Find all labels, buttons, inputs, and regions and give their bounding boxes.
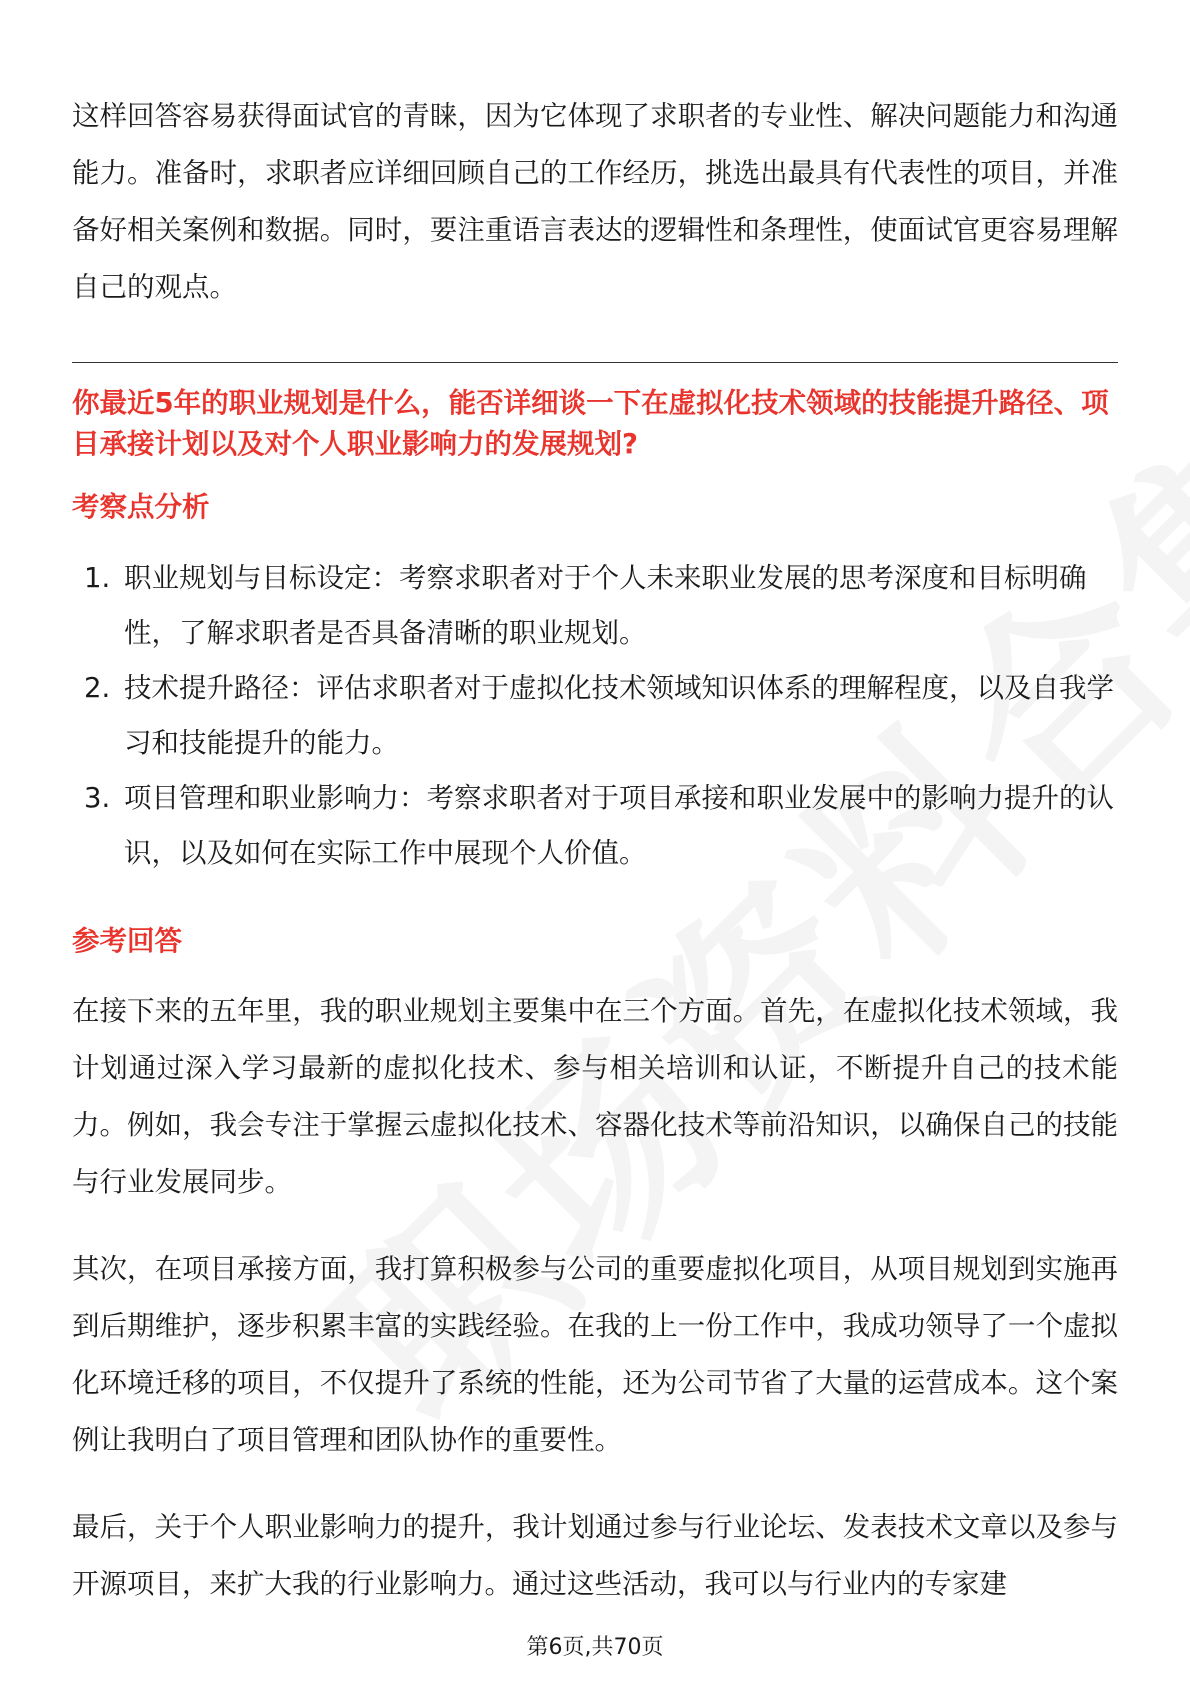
analysis-item-text: 职业规划与目标设定：考察求职者对于个人未来职业发展的思考深度和目标明确性，了解求职者是否具备清晰的职业规划。 xyxy=(124,562,1087,649)
analysis-item xyxy=(72,551,1118,661)
analysis-item xyxy=(72,661,1118,771)
analysis-item-number: 3. xyxy=(84,782,111,814)
analysis-item-number: 2. xyxy=(84,672,111,704)
intro-paragraph: 这样回答容易获得面试官的青睐，因为它体现了求职者的专业性、解决问题能力和沟通能力。准备时，求职者应详细回顾自己的工作经历，挑选出最具有代表性的项目，并准备好相关案例和数据。同时，要注重语言表达的逻辑性和条理性，使面试官更容易理解自己的观点。 xyxy=(72,100,1118,303)
answer-paragraph: 在接下来的五年里，我的职业规划主要集中在三个方面。首先，在虚拟化技术领域，我计划通过深入学习最新的虚拟化技术、参与相关培训和认证，不断提升自己的技术能力。例如，我会专注于掌握云虚拟化技术、容器化技术等前沿知识，以确保自己的技能与行业发展同步。 xyxy=(72,995,1118,1198)
analysis-item xyxy=(72,771,1118,881)
analysis-heading: 考察点分析 xyxy=(72,491,210,523)
answer-heading: 参考回答 xyxy=(72,925,182,957)
answer-paragraph: 最后，关于个人职业影响力的提升，我计划通过参与行业论坛、发表技术文章以及参与开源项目，来扩大我的行业影响力。通过这些活动，我可以与行业内的专家建 xyxy=(72,1511,1118,1600)
section-divider xyxy=(72,362,1118,363)
analysis-item-text: 项目管理和职业影响力：考察求职者对于项目承接和职业发展中的影响力提升的认识，以及如何在实际工作中展现个人价值。 xyxy=(124,782,1114,869)
page-content xyxy=(72,88,1118,1613)
analysis-item-number: 1. xyxy=(84,562,111,594)
analysis-item-text: 技术提升路径：评估求职者对于虚拟化技术领域知识体系的理解程度，以及自我学习和技能提升的能力。 xyxy=(124,672,1114,759)
question-title: 你最近5年的职业规划是什么，能否详细谈一下在虚拟化技术领域的技能提升路径、项目承接计划以及对个人职业影响力的发展规划? xyxy=(72,387,1109,460)
analysis-list xyxy=(72,551,1118,881)
page-number-footer: 第6页,共70页 xyxy=(526,1635,664,1660)
answer-paragraph: 其次，在项目承接方面，我打算积极参与公司的重要虚拟化项目，从项目规划到实施再到后期维护，逐步积累丰富的实践经验。在我的上一份工作中，我成功领导了一个虚拟化环境迁移的项目，不仅提升了系统的性能，还为公司节省了大量的运营成本。这个案例让我明白了项目管理和团队协作的重要性。 xyxy=(72,1253,1118,1456)
